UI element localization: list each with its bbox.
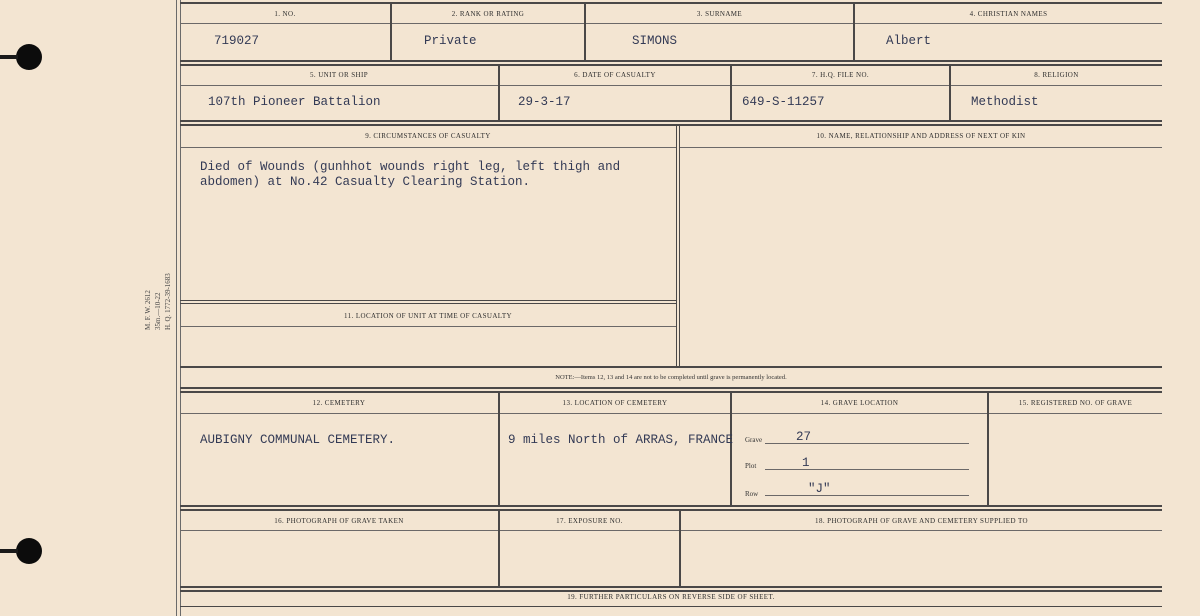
rule-row5-header [180,530,1162,531]
header-surname: 3. SURNAME [696,10,743,18]
religion-value: Methodist [971,95,1039,109]
circumstances-line-2: abdomen) at No.42 Casualty Clearing Station. [200,175,531,189]
rule-row3-top [180,124,1162,126]
row-value: "J" [808,482,831,496]
rule-row2-bottom [180,120,1162,122]
plot-label: Plot [745,462,757,470]
header-date: 6. DATE OF CASUALTY [574,71,656,79]
header-religion: 8. RELIGION [1034,71,1079,79]
side-print-2: 35m.—10-22 [154,292,162,330]
cemetery-location-value: 9 miles North of ARRAS, FRANCE [508,433,734,447]
rule-row2-header [180,85,1162,86]
rule-row5-bottom [180,586,1162,588]
rule-note-bottom [180,387,1162,389]
divider-12-13 [498,391,500,505]
grave-label: Grave [745,436,763,444]
header-number: 1. NO. [274,10,296,18]
divider-9-10-b [679,124,680,368]
rule-row11-top-a [180,300,676,301]
punch-hole-bottom [16,538,42,564]
circumstances-line-1: Died of Wounds (gunhhot wounds right leg, left thigh and [200,160,621,174]
unit-value: 107th Pioneer Battalion [208,95,381,109]
plot-value: 1 [802,456,810,470]
rule-row3-header-left [180,147,676,148]
header-grave-location: 14. GRAVE LOCATION [820,399,899,407]
header-cemetery-location: 13. LOCATION OF CEMETERY [562,399,668,407]
rule-top [180,2,1162,4]
plot-line [765,469,969,470]
rule-row11-top-b [180,303,676,304]
rule-row4-header [180,413,1162,414]
rule-row6-top [180,590,1162,592]
header-unit: 5. UNIT OR SHIP [310,71,368,79]
divider-14-15 [987,391,989,505]
rule-row5-top [180,509,1162,511]
divider-9-10-a [676,124,677,368]
side-print-1: M. F. W. 2612 [144,290,152,330]
file-no-value: 649-S-11257 [742,95,825,109]
grave-value: 27 [796,430,812,444]
row-label: Row [745,490,759,498]
header-location-of-unit: 11. LOCATION OF UNIT AT TIME OF CASUALTY [344,312,512,320]
christian-names-value: Albert [886,34,932,48]
rule-row1-bottom [180,60,1162,62]
punch-hole-top-tab [0,55,18,59]
header-further-particulars: 19. FURTHER PARTICULARS ON REVERSE SIDE OF SHEET. [567,593,775,601]
header-photo-taken: 16. PHOTOGRAPH OF GRAVE TAKEN [274,517,404,525]
header-file-no: 7. H.Q. FILE NO. [811,71,870,79]
rank-value: Private [424,34,477,48]
rule-row2-top [180,64,1162,66]
rule-row1-header [180,23,1162,24]
note-text: NOTE:—Items 12, 13 and 14 are not to be completed until grave is permanently located. [555,374,787,381]
header-rank: 2. RANK OR RATING [451,10,525,18]
header-christian-names: 4. CHRISTIAN NAMES [969,10,1048,18]
cemetery-value: AUBIGNY COMMUNAL CEMETERY. [200,433,396,447]
rule-row6-bottom [180,606,1162,607]
row-line [765,495,969,496]
punch-hole-bottom-tab [0,549,18,553]
header-circumstances: 9. CIRCUMSTANCES OF CASUALTY [365,132,491,140]
rule-row3-bottom [180,366,1162,368]
left-margin-line-outer [176,0,177,616]
punch-hole-top [16,44,42,70]
rule-row4-bottom [180,505,1162,507]
header-cemetery: 12. CEMETERY [312,399,366,407]
rule-row4-top [180,391,1162,393]
rule-row3-header-right [680,147,1162,148]
header-exposure-no: 17. EXPOSURE NO. [556,517,623,525]
date-value: 29-3-17 [518,95,571,109]
side-print-3: H. Q. 1772-39-1683 [164,273,172,330]
divider-13-14 [730,391,732,505]
surname-value: SIMONS [632,34,678,48]
header-next-of-kin: 10. NAME, RELATIONSHIP AND ADDRESS OF NEXT OF KIN [816,132,1026,140]
rule-row11-header [180,326,676,327]
header-registered-no: 15. REGISTERED NO. OF GRAVE [1018,399,1133,407]
header-photo-supplied: 18. PHOTOGRAPH OF GRAVE AND CEMETERY SUPPLIED TO [815,517,1028,525]
number-value: 719027 [214,34,260,48]
